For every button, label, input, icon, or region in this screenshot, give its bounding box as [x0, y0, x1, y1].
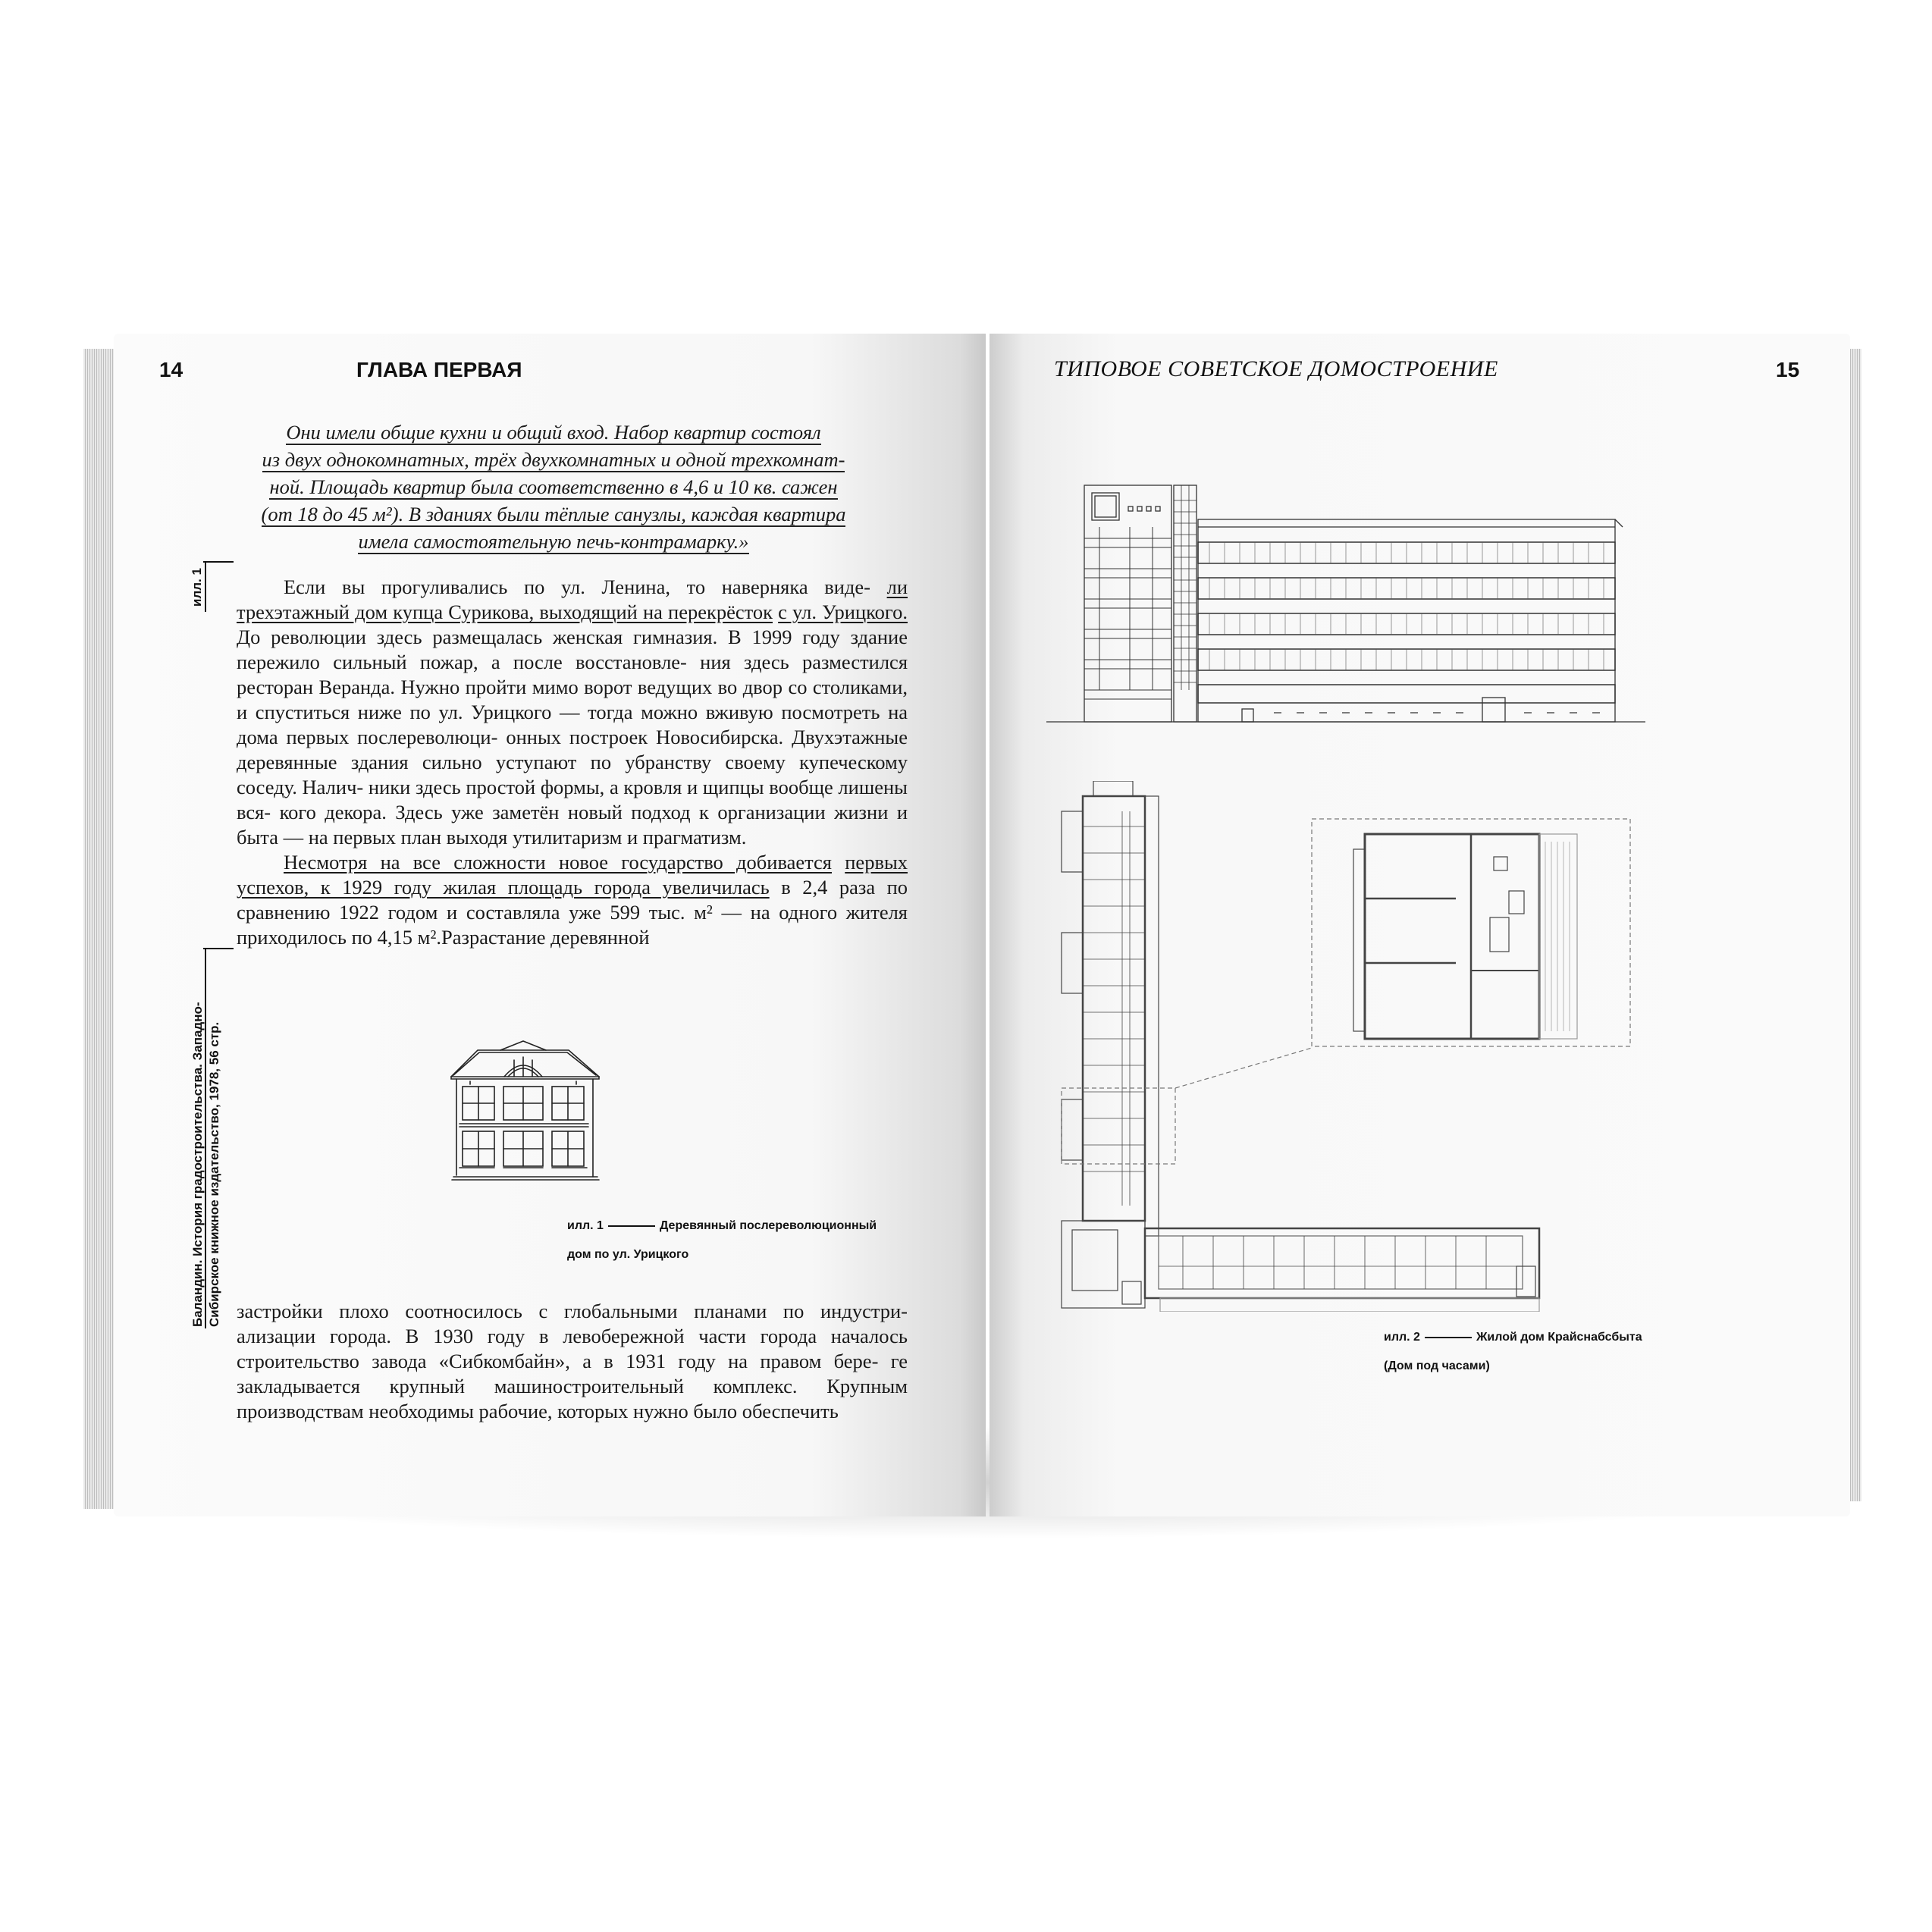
page-number-right: 15 — [1776, 358, 1800, 381]
page-number-left: 14 — [159, 358, 183, 381]
text-line: сильно уступают по убранству своему купеческому соседу. Налич- — [237, 751, 908, 798]
text-line: — тогда можно вживую посмотреть на дома первых послереволюци- — [237, 701, 908, 748]
text-line: застройки плохо соотносилось с глобальными планами по индустри- — [237, 1300, 908, 1322]
side-source — [190, 1002, 223, 1327]
paragraph-1 — [237, 575, 908, 950]
text-line: с ул. Урицкого. — [778, 601, 908, 623]
text-line: ники здесь простой формы, а кровля и щипцы вообще лишены вся- — [237, 776, 908, 823]
text-line: ния здесь разместился ресторан Веранда. Нужно пройти мимо ворот — [237, 651, 908, 698]
text-line: и быта — на первых план выходя утилитаризм и прагматизм. — [237, 801, 908, 848]
text-line: в 2,4 раза по сравнению 1922 годом и составляла уже 599 тыс. м² — — [237, 876, 908, 924]
caption-text: Деревянный послереволюционный — [659, 1219, 877, 1232]
running-title: ТИПОВОЕ СОВЕТСКОЕ ДОМОСТРОЕНИЕ — [1054, 356, 1498, 381]
text-line: кого декора. Здесь уже заметён новый подход к организации жизни — [279, 801, 889, 823]
open-book — [83, 334, 1858, 1532]
house-sketch-illustration — [447, 1039, 607, 1190]
text-line: онных построек Новосибирска. Двухэтажные деревянные здания — [237, 726, 908, 773]
caption-dash — [608, 1225, 655, 1227]
floor-plan-drawing — [1046, 781, 1638, 1312]
side-source-line: Баландин. История градостроительства. Западно- — [190, 1002, 205, 1327]
text-line: ге закладывается крупный машиностроительный комплекс. Крупным — [237, 1350, 908, 1397]
quote-line: из двух однокомнатных, трёх двухкомнатных и одной трехкомнат- — [262, 448, 845, 471]
text-line: Если вы прогуливались по ул. Ленина, то наверняка виде- — [284, 576, 870, 598]
chapter-title: ГЛАВА ПЕРВАЯ — [356, 358, 522, 381]
paragraph-3 — [237, 1299, 908, 1424]
text-line: строительство завода «Сибкомбайн», а в 1931 году на правом бере- — [237, 1350, 879, 1372]
text-line: До революции здесь размещалась женская гимназия. — [237, 626, 718, 648]
caption-label: илл. 2 — [1384, 1331, 1420, 1344]
quote-line: Они имели общие кухни и общий вход. Набор квартир состоял — [286, 421, 821, 444]
caption-text: дом по ул. Урицкого — [567, 1248, 689, 1261]
caption-dash — [1425, 1337, 1472, 1338]
caption-label: илл. 1 — [567, 1219, 604, 1232]
side-ref-label: илл. 1 — [190, 568, 204, 607]
figure-1-caption — [567, 1212, 877, 1269]
quote-line: имела самостоятельную печь-контрамарку.» — [358, 530, 749, 553]
left-page — [114, 334, 986, 1516]
quote-block — [205, 419, 902, 555]
left-page-edges — [83, 349, 117, 1509]
quote-line: ной. Площадь квартир была соответственно в 4,6 и 10 кв. сажен — [269, 475, 838, 498]
side-ref-bracket — [203, 563, 206, 612]
right-page — [990, 334, 1850, 1516]
text-line: ли трехэтажный дом купца Сурикова, выходящий на перекрёсток — [237, 576, 908, 623]
source-bracket-top — [203, 948, 234, 949]
text-line: на одного жителя приходилось по 4,15 м².Разрастание деревянной — [237, 901, 908, 949]
caption-text: (Дом под часами) — [1384, 1360, 1490, 1372]
quote-line: (от 18 до 45 м²). В зданиях были тёплые санузлы, каждая квартира — [261, 503, 846, 525]
text-line: ведущих во двор со столиками, и спуститься ниже по ул. Урицкого — [237, 676, 908, 723]
figure-2-caption — [1384, 1323, 1642, 1381]
text-line: В 1999 году здание пережило сильный пожар, а после восстановле- — [237, 626, 908, 673]
text-line: первых успехов, к 1929 году жилая площадь города увеличилась — [237, 851, 908, 899]
building-facade-drawing — [1046, 470, 1645, 728]
text-line: Несмотря на все сложности новое государство добивается — [284, 851, 832, 873]
side-ref-bracket-top — [203, 561, 234, 563]
side-source-line: Сибирское книжное издательство, 1978, 56 стр. — [207, 1021, 221, 1327]
text-line: ализации города. В 1930 году в левобережной части города началось — [237, 1325, 908, 1347]
text-line: производствам необходимы рабочие, которых нужно было обеспечить — [237, 1400, 839, 1422]
caption-text: Жилой дом Крайснабсбыта — [1476, 1331, 1642, 1344]
